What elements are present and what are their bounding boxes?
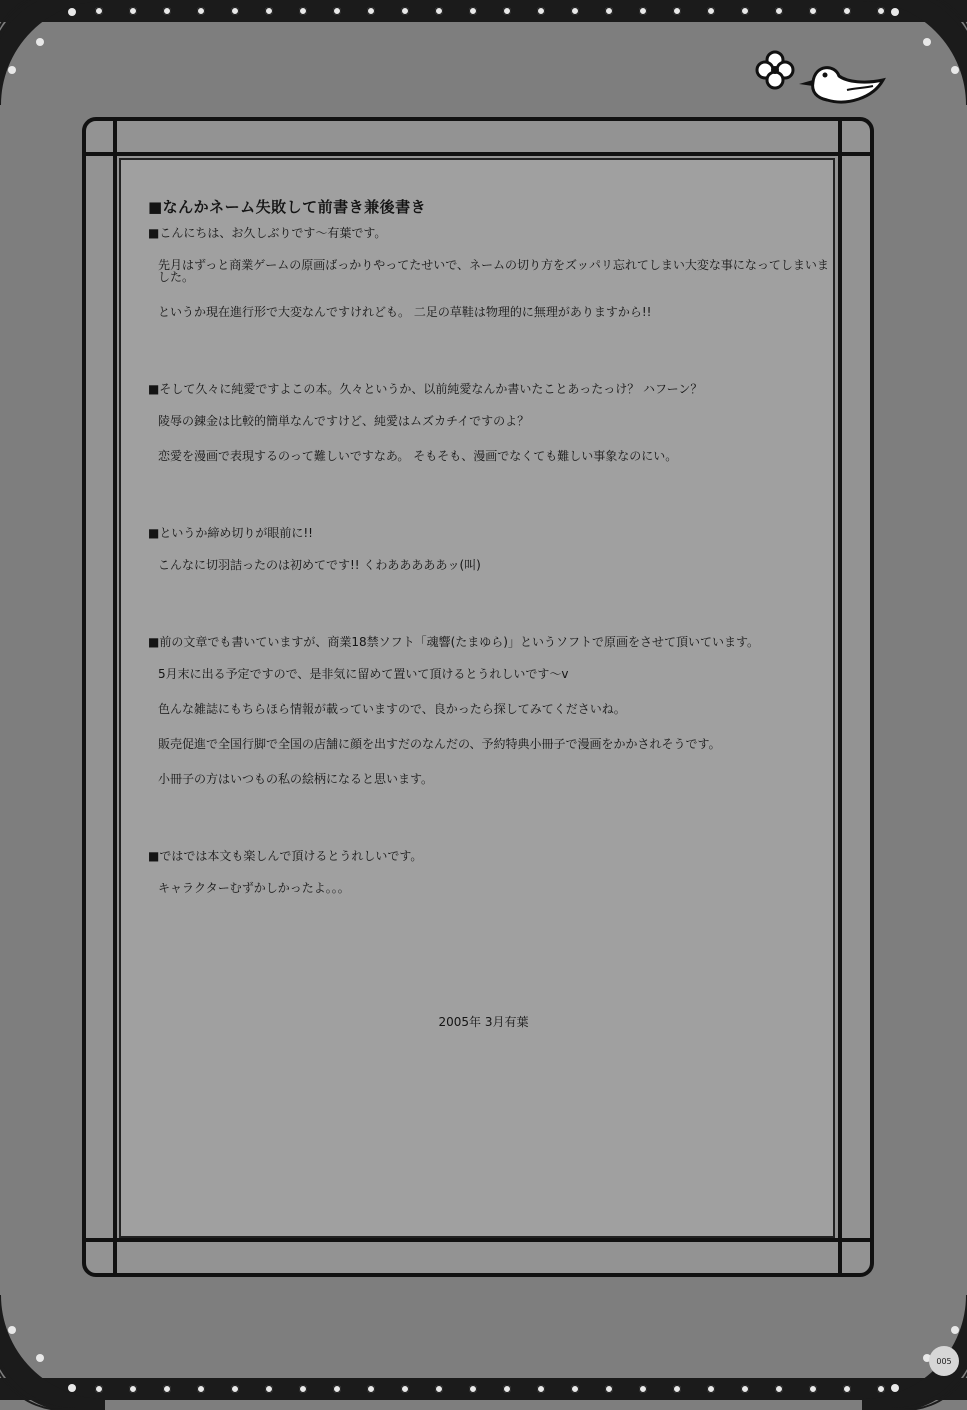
frame-line-right [838, 117, 842, 1277]
flower-dot-icon [333, 7, 341, 15]
flower-dot-icon [843, 1385, 851, 1393]
flower-dot-icon [605, 1385, 613, 1393]
frame-line-top [82, 152, 874, 156]
flower-dot-icon [401, 1385, 409, 1393]
section-head: ■というか締め切りが眼前に!! [148, 526, 313, 540]
flower-dot-icon [265, 7, 273, 15]
bottom-dotted-bar [0, 1378, 967, 1400]
section-line: 小冊子の方はいつもの私の絵柄になると思います。 [158, 772, 434, 786]
flower-dot-icon [537, 1385, 545, 1393]
flower-dot-icon [605, 7, 613, 15]
flower-dot-icon [299, 7, 307, 15]
frame-line-left [113, 117, 117, 1277]
flower-dot-icon [163, 7, 171, 15]
section-line: 5月末に出る予定ですので、是非気に留めて置いて頂けるとうれしいです〜v [158, 667, 569, 681]
flower-dot-icon [707, 1385, 715, 1393]
flower-dot-icon [265, 1385, 273, 1393]
flower-dot-icon [231, 7, 239, 15]
flower-dot-icon [367, 7, 375, 15]
flower-dot-icon [435, 1385, 443, 1393]
clover-icon [757, 52, 793, 88]
flower-dot-icon [639, 7, 647, 15]
flower-dot-icon [231, 1385, 239, 1393]
section-head: ■ではでは本文も楽しんで頂けるとうれしいです。 [148, 849, 423, 863]
flower-dot-icon [571, 7, 579, 15]
flower-dot-icon [639, 1385, 647, 1393]
section-line: というか現在進行形で大変なんですけれども。 二足の草鞋は物理的に無理がありますから!! [158, 305, 652, 319]
flower-dot-icon [741, 1385, 749, 1393]
section-head: ■前の文章でも書いていますが、商業18禁ソフト「魂響(たまゆら)」というソフトで原画をさせて頂いています。 [148, 635, 760, 649]
flower-dot-icon [197, 1385, 205, 1393]
signature: 2005年 3月有葉 [438, 1015, 529, 1029]
page-number-badge: 005 [929, 1346, 959, 1376]
flower-dot-icon [537, 7, 545, 15]
flower-dot-icon [435, 7, 443, 15]
flower-dot-icon [809, 1385, 817, 1393]
afterword-heading: ■なんかネーム失敗して前書き兼後書き [148, 198, 427, 216]
corner-ornament-bottom-left [0, 1290, 110, 1410]
section-line: 恋愛を漫画で表現するのって難しいですなあ。 そもそも、漫画でなくても難しい事象なのにい。 [158, 449, 678, 463]
corner-ornament-top-left [0, 0, 110, 110]
text-section [148, 383, 838, 462]
flower-dot-icon [775, 1385, 783, 1393]
flower-dot-icon [503, 7, 511, 15]
flower-dot-icon [809, 7, 817, 15]
section-line: 色んな雑誌にもちらほら情報が載っていますので、良かったら探してみてくださいね。 [158, 702, 626, 716]
afterword-text [148, 200, 838, 917]
flower-dot-icon [673, 7, 681, 15]
flower-dot-icon [401, 7, 409, 15]
section-head: ■こんにちは、お久しぶりです〜有葉です。 [148, 226, 387, 240]
flower-dot-icon [333, 1385, 341, 1393]
flower-dot-icon [673, 1385, 681, 1393]
text-section [148, 636, 838, 785]
flower-dot-icon [469, 1385, 477, 1393]
flower-dot-icon [129, 1385, 137, 1393]
flower-dot-icon [469, 7, 477, 15]
top-dotted-bar [0, 0, 967, 22]
flower-dot-icon [503, 1385, 511, 1393]
section-line: こんなに切羽詰ったのは初めてです!! くわあああああッ(叫) [158, 558, 481, 572]
section-line: 陵辱の錬金は比較的簡単なんですけど、純愛はムズカチイですのよ？ [158, 414, 530, 428]
section-head: ■そして久々に純愛ですよこの本。久々というか、以前純愛なんか書いたことあったっけ？ ハフーン？ [148, 382, 703, 396]
text-section [148, 850, 838, 894]
frame-line-bottom [82, 1238, 874, 1242]
flower-dot-icon [197, 7, 205, 15]
flower-dot-icon [163, 1385, 171, 1393]
section-line: 先月はずっと商業ゲームの原画ばっかりやってたせいで、ネームの切り方をズッパリ忘れてしまい大変な事になってしまいました。 [158, 258, 829, 284]
text-section [148, 227, 838, 318]
flower-dot-icon [367, 1385, 375, 1393]
flower-dot-icon [741, 7, 749, 15]
flower-dot-icon [129, 7, 137, 15]
flower-dot-icon [299, 1385, 307, 1393]
flower-dot-icon [707, 7, 715, 15]
flower-dot-icon [571, 1385, 579, 1393]
section-line: キャラクターむずかしかったよ。。。 [158, 881, 350, 895]
flower-dot-icon [843, 7, 851, 15]
text-section [148, 527, 838, 571]
flower-dot-icon [775, 7, 783, 15]
bird-illustration-icon [755, 42, 890, 112]
section-line: 販売促進で全国行脚で全国の店舗に顔を出すだのなんだの、予約特典小冊子で漫画をかかされそうです。 [158, 737, 721, 751]
